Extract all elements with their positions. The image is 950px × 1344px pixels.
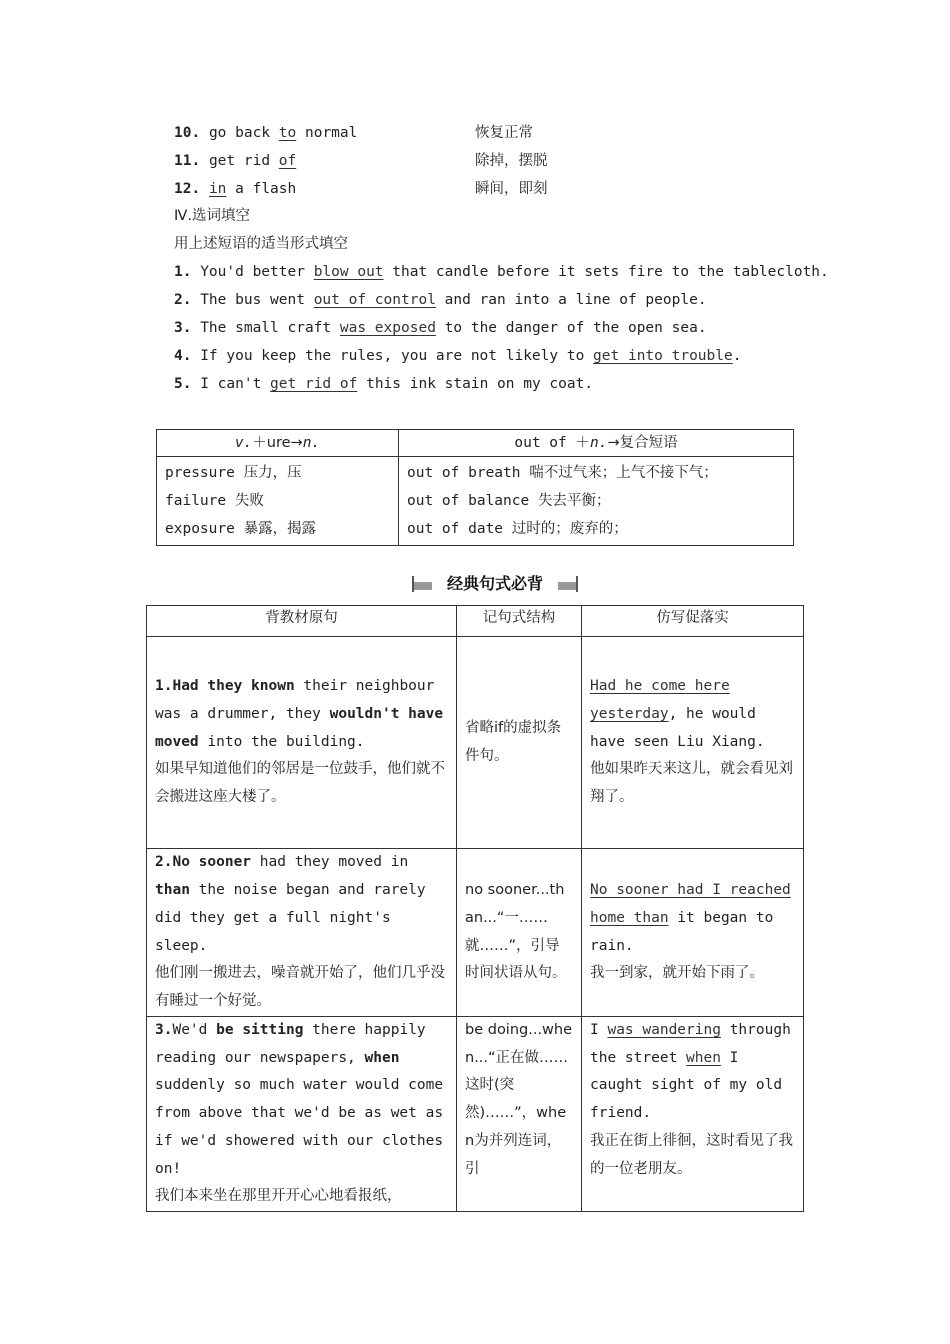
- structure-cell: be doing...when...“正在做……这时(突然)……”，when为并列连词，引: [457, 1017, 582, 1212]
- key-phrase: be sitting: [216, 1022, 304, 1038]
- banner-mark: [412, 576, 414, 592]
- exercise-text: that candle before it sets fire to the tablecloth.: [383, 264, 829, 280]
- table-header: [399, 430, 794, 457]
- exercise-text: to the danger of the open sea.: [435, 320, 707, 336]
- imitation-text: through the street: [590, 1022, 791, 1066]
- phrase-meaning: 瞬间，即刻: [475, 181, 548, 197]
- key-phrase: than: [155, 882, 190, 899]
- row-number: 3.: [155, 1022, 173, 1038]
- exercise-number: 1.: [174, 264, 192, 280]
- exercise-text: .: [732, 348, 742, 364]
- banner-title: 经典句式必背: [432, 572, 558, 596]
- table-header: 背教材原句: [147, 606, 457, 637]
- sentence-text: their neighbour was a drummer, they: [155, 678, 435, 722]
- sentence-text: We'd: [172, 1022, 217, 1038]
- translation: 我正在街上徘徊，这时看见了我的一位老朋友。: [590, 1132, 793, 1177]
- exercise-item: [174, 259, 829, 285]
- section-heading: Ⅳ.选词填空: [174, 208, 250, 224]
- exercise-item: [174, 343, 741, 369]
- imitation-cell: [582, 1017, 804, 1212]
- list-item: out of breath 喘不过气来；上气不接下气；: [407, 465, 718, 481]
- key-phrase: wouldn't have moved: [155, 705, 444, 750]
- exercise-text: The small craft: [200, 320, 340, 336]
- banner-mark: [576, 576, 578, 592]
- sentence-text: had they moved in: [251, 854, 409, 871]
- header-text: v.: [234, 435, 253, 451]
- sentence-text: there happily reading our newspapers,: [155, 1022, 426, 1066]
- imitation-answer: No sooner had I reached home than: [590, 882, 791, 926]
- exercise-answer: get into trouble: [593, 348, 733, 364]
- imitation-text: I: [590, 1022, 608, 1038]
- table-row: [147, 1017, 804, 1212]
- key-phrase: Had they known: [172, 678, 295, 695]
- list-item: out of balance 失去平衡；: [407, 493, 611, 509]
- section-instruction: 用上述短语的适当形式填空: [174, 236, 348, 252]
- phrase-text: normal: [296, 125, 358, 141]
- exercise-answer: out of control: [313, 292, 436, 308]
- word-formation-table: [156, 429, 794, 546]
- table-header: 仿写促落实: [582, 606, 804, 637]
- translation: 我一到家，就开始下雨了。: [590, 965, 764, 982]
- exercise-answer: was exposed: [339, 320, 436, 336]
- phrase-number: 11.: [174, 153, 201, 169]
- list-item: failure 失败: [165, 493, 264, 509]
- exercise-text: I can't: [200, 376, 271, 392]
- phrase-answer: in: [208, 181, 227, 197]
- translation: 他们刚一搬进去，噪音就开始了，他们几乎没有睡过一个好觉。: [155, 965, 445, 1009]
- original-sentence-cell: [147, 849, 457, 1017]
- translation: 我们本来坐在那里开开心心地看报纸，: [155, 1188, 402, 1205]
- original-sentence-cell: [147, 1017, 457, 1212]
- table-row: [147, 849, 804, 1017]
- sentence-table: [146, 605, 804, 1212]
- exercise-number: 5.: [174, 376, 192, 392]
- structure-cell: no sooner...than...“一……就……”，引导时间状语从句。: [457, 849, 582, 1017]
- phrase-meaning: 除掉，摆脱: [475, 153, 548, 169]
- exercise-text: If you keep the rules, you are not likely to: [200, 348, 594, 364]
- original-sentence-cell: [147, 637, 457, 849]
- exercise-number: 3.: [174, 320, 192, 336]
- table-cell: [157, 457, 399, 546]
- section-banner: [412, 572, 578, 596]
- header-text: n.: [589, 435, 608, 451]
- table-header: [157, 430, 399, 457]
- phrase-number: 10.: [174, 125, 201, 141]
- exercise-number: 2.: [174, 292, 192, 308]
- exercise-text: and ran into a line of people.: [435, 292, 707, 308]
- structure-cell: 省略if的虚拟条件句。: [457, 637, 582, 849]
- key-phrase: when: [364, 1049, 400, 1066]
- phrase-item: [174, 176, 296, 202]
- translation: 如果早知道他们的邻居是一位鼓手，他们就不会搬进这座大楼了。: [155, 761, 445, 806]
- key-phrase: No sooner: [172, 854, 252, 871]
- table-cell: [399, 457, 794, 546]
- imitation-answer: was wandering: [607, 1022, 721, 1038]
- list-item: exposure 暴露，揭露: [165, 521, 317, 537]
- phrase-meaning: 恢复正常: [475, 125, 533, 141]
- phrase-answer: to: [278, 125, 297, 141]
- phrase-item: [174, 120, 357, 146]
- translation: 他如果昨天来这儿，就会看见刘翔了。: [590, 761, 793, 806]
- sentence-text: suddenly so much water would come from above that we'd be as wet as if we'd showered with our clothes on!: [155, 1077, 444, 1177]
- phrase-answer: of: [278, 153, 297, 169]
- imitation-answer: Had he come here yesterday: [590, 678, 730, 722]
- sentence-text: into the building.: [198, 733, 365, 750]
- phrase-text: go back: [208, 125, 279, 141]
- row-number: 1.: [155, 678, 173, 695]
- exercise-answer: blow out: [313, 264, 384, 280]
- exercise-item: [174, 371, 593, 397]
- exercise-number: 4.: [174, 348, 192, 364]
- table-header: 记句式结构: [457, 606, 582, 637]
- exercise-item: [174, 287, 707, 313]
- exercise-item: [174, 315, 707, 341]
- row-number: 2.: [155, 854, 173, 871]
- sentence-text: the noise began and rarely did they get a full night's sleep.: [155, 882, 426, 954]
- exercise-text: this ink stain on my coat.: [357, 376, 594, 392]
- imitation-text: I caught sight of my old friend.: [590, 1049, 783, 1122]
- list-item: out of date 过时的；废弃的；: [407, 521, 628, 537]
- imitation-text: it began to rain.: [590, 909, 774, 954]
- phrase-text: get rid: [208, 153, 279, 169]
- header-text: n.: [302, 435, 321, 451]
- phrase-number: 12.: [174, 181, 201, 197]
- exercise-text: The bus went: [200, 292, 314, 308]
- phrase-text: a flash: [226, 181, 297, 197]
- imitation-answer: when: [686, 1049, 721, 1066]
- list-item: pressure 压力，压: [165, 465, 302, 481]
- header-text: out of ＋: [514, 435, 590, 451]
- table-row: [147, 637, 804, 849]
- header-text: ＋ure→: [252, 435, 303, 451]
- exercise-text: You'd better: [200, 264, 314, 280]
- imitation-cell: [582, 849, 804, 1017]
- imitation-cell: [582, 637, 804, 849]
- imitation-text: , he would have seen Liu Xiang.: [590, 705, 765, 750]
- header-text: →复合短语: [607, 435, 678, 451]
- phrase-item: [174, 148, 296, 174]
- exercise-answer: get rid of: [270, 376, 358, 392]
